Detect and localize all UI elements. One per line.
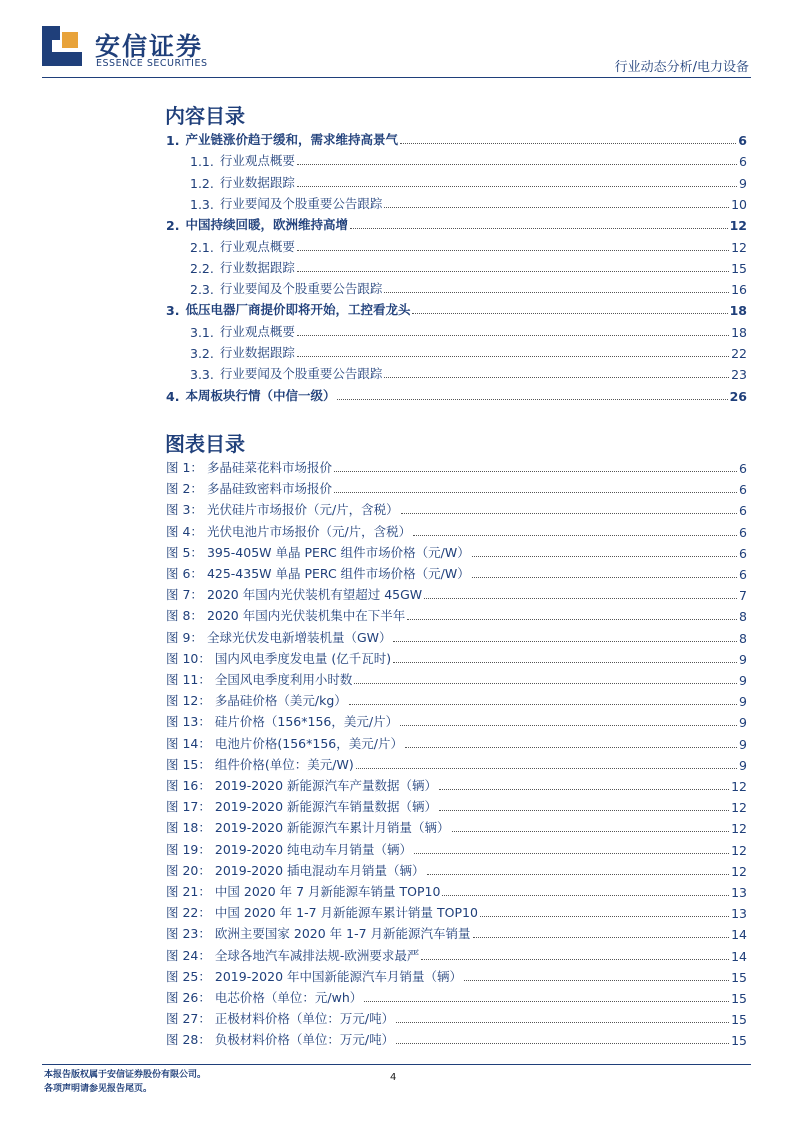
figure-entry[interactable]: [166, 628, 747, 646]
entry-number: 图 18：: [166, 820, 211, 836]
entry-page: 15: [731, 260, 747, 276]
toc-chapter[interactable]: [166, 300, 747, 318]
toc-section[interactable]: [190, 322, 747, 340]
entry-number: 图 9：: [166, 629, 203, 645]
entry-number: 图 8：: [166, 608, 203, 624]
footer-copyright: 本报告版权属于安信证券股份有限公司。: [44, 1070, 207, 1080]
header-divider: [42, 77, 751, 78]
entry-number: 图 7：: [166, 587, 203, 603]
entry-page: 9: [739, 694, 747, 710]
entry-title: 行业要闻及个股重要公告跟踪: [219, 281, 383, 297]
entry-title: 2019-2020 年中国新能源汽车月销量（辆）: [214, 968, 462, 984]
entry-title: 多晶硅致密料市场报价: [206, 481, 332, 497]
entry-page: 6: [739, 482, 747, 498]
entry-page: 9: [739, 715, 747, 731]
figure-entry[interactable]: [166, 755, 747, 773]
entry-title: 行业观点概要: [219, 323, 295, 339]
dot-leader: [393, 662, 737, 663]
entry-number: 图 2：: [166, 481, 203, 497]
entry-title: 国内风电季度发电量 (亿千瓦时): [214, 650, 392, 666]
entry-number: 图 14：: [166, 735, 211, 751]
entry-title: 行业数据跟踪: [219, 259, 295, 275]
dot-leader: [384, 207, 729, 208]
entry-number: 图 21：: [166, 884, 211, 899]
toc-section[interactable]: [190, 151, 747, 169]
toc-section[interactable]: [190, 364, 747, 382]
entry-title: 正极材料价格（单位：万元/吨）: [214, 1011, 395, 1027]
dot-leader: [297, 164, 737, 165]
figure-entry[interactable]: [166, 776, 747, 794]
figure-list-title: 图表目录: [165, 432, 245, 456]
figure-entry[interactable]: [166, 1009, 747, 1027]
dot-leader: [297, 250, 729, 251]
entry-page: 9: [739, 175, 747, 191]
entry-number: 1.: [166, 133, 180, 148]
dot-leader: [349, 704, 737, 705]
entry-title: 425-435W 单晶 PERC 组件市场价格（元/W）: [206, 566, 470, 581]
entry-number: 图 25：: [166, 968, 211, 984]
toc-title: 内容目录: [165, 104, 245, 128]
figure-entry[interactable]: [166, 479, 747, 497]
entry-number: 图 17：: [166, 799, 211, 815]
entry-page: 9: [739, 757, 747, 773]
entry-page: 18: [729, 303, 747, 319]
entry-number: 3.: [166, 303, 180, 319]
entry-page: 6: [739, 567, 747, 582]
entry-page: 13: [731, 906, 747, 922]
entry-title: 全国风电季度利用小时数: [214, 672, 353, 687]
figure-entry[interactable]: [166, 458, 747, 476]
entry-page: 15: [731, 1012, 747, 1028]
entry-title: 行业要闻及个股重要公告跟踪: [219, 195, 383, 211]
company-logo: [42, 26, 86, 70]
dot-leader: [364, 1001, 729, 1002]
entry-number: 图 16：: [166, 778, 211, 793]
entry-page: 26: [729, 388, 747, 404]
entry-number: 图 1：: [166, 460, 203, 475]
entry-number: 图 28：: [166, 1032, 211, 1048]
entry-number: 2.3.: [190, 282, 214, 298]
entry-title: 多晶硅菜花料市场报价: [206, 460, 332, 475]
dot-leader: [473, 937, 730, 938]
entry-number: 图 20：: [166, 862, 211, 878]
entry-number: 2.1.: [190, 239, 214, 255]
entry-number: 3.3.: [190, 367, 214, 383]
entry-title: 行业观点概要: [219, 153, 295, 169]
entry-title: 全球各地汽车减排法规-欧洲要求最严: [214, 947, 420, 963]
toc-section[interactable]: [190, 343, 747, 361]
entry-title: 本周板块行情（中信一级）: [185, 387, 336, 403]
toc-section[interactable]: [190, 258, 747, 276]
entry-page: 12: [731, 863, 747, 879]
figure-entry[interactable]: [166, 840, 747, 858]
dot-leader: [356, 768, 737, 769]
brand-name-cn: 安信证券: [95, 32, 204, 61]
entry-title: 产业链涨价趋于缓和，需求维持高景气: [185, 132, 398, 147]
figure-entry[interactable]: [166, 903, 747, 921]
toc-chapter[interactable]: [166, 386, 747, 404]
entry-title: 2019-2020 新能源汽车销量数据（辆）: [214, 799, 437, 815]
entry-number: 图 15：: [166, 756, 211, 772]
dot-leader: [413, 535, 737, 536]
entry-title: 行业要闻及个股重要公告跟踪: [219, 366, 383, 382]
entry-page: 9: [739, 651, 747, 667]
entry-page: 12: [731, 821, 747, 837]
footer-notice: 各项声明请参见报告尾页。: [44, 1084, 153, 1094]
figure-entry[interactable]: [166, 1030, 747, 1048]
entry-title: 欧洲主要国家 2020 年 1-7 月新能源汽车销量: [214, 926, 471, 942]
figure-entry[interactable]: [166, 882, 747, 900]
entry-page: 14: [731, 927, 747, 943]
toc-section[interactable]: [190, 194, 747, 212]
dot-leader: [407, 619, 737, 620]
dot-leader: [472, 577, 737, 578]
dot-leader: [337, 399, 727, 400]
brand-name-en: ESSENCE SECURITIES: [96, 58, 208, 69]
dot-leader: [452, 831, 730, 832]
entry-page: 8: [739, 609, 747, 625]
dot-leader: [439, 810, 729, 811]
entry-title: 电芯价格（单位：元/wh）: [214, 990, 363, 1005]
entry-number: 图 23：: [166, 926, 211, 942]
toc-chapter[interactable]: [166, 215, 747, 233]
dot-leader: [405, 747, 737, 748]
entry-title: 中国 2020 年 1-7 月新能源车累计销量 TOP10: [214, 905, 478, 921]
entry-title: 2019-2020 新能源汽车产量数据（辆）: [214, 778, 437, 793]
entry-title: 2019-2020 插电混动车月销量（辆）: [214, 862, 425, 878]
dot-leader: [442, 895, 729, 896]
entry-number: 图 26：: [166, 990, 211, 1005]
entry-page: 13: [731, 885, 747, 900]
entry-title: 硅片价格（156*156，美元/片）: [214, 714, 399, 730]
entry-number: 图 22：: [166, 905, 211, 921]
entry-page: 6: [739, 503, 747, 519]
entry-page: 15: [731, 991, 747, 1006]
figure-entry[interactable]: [166, 946, 747, 964]
toc-chapter[interactable]: [166, 130, 747, 148]
entry-page: 18: [731, 324, 747, 340]
dot-leader: [396, 1043, 729, 1044]
page-number: 4: [390, 1072, 397, 1083]
entry-title: 2020 年国内光伏装机有望超过 45GW: [206, 587, 423, 603]
entry-page: 14: [731, 948, 747, 964]
toc-section[interactable]: [190, 279, 747, 297]
dot-leader: [334, 492, 737, 493]
entry-title: 多晶硅价格（美元/kg）: [214, 693, 347, 709]
entry-number: 图 4：: [166, 523, 203, 539]
entry-number: 2.: [166, 218, 180, 234]
figure-entry[interactable]: [166, 818, 747, 836]
entry-number: 图 3：: [166, 502, 203, 518]
entry-number: 3.2.: [190, 346, 214, 361]
entry-number: 图 27：: [166, 1011, 211, 1027]
figure-entry[interactable]: [166, 606, 747, 624]
dot-leader: [393, 641, 737, 642]
dot-leader: [480, 916, 729, 917]
entry-page: 7: [739, 588, 747, 604]
entry-title: 负极材料价格（单位：万元/吨）: [214, 1032, 395, 1048]
entry-page: 10: [731, 196, 747, 212]
entry-number: 图 10：: [166, 650, 211, 666]
dot-leader: [400, 143, 736, 144]
entry-title: 2019-2020 新能源汽车累计月销量（辆）: [214, 820, 450, 836]
entry-page: 6: [739, 461, 747, 476]
entry-page: 12: [731, 800, 747, 816]
entry-number: 1.3.: [190, 196, 214, 212]
dot-leader: [421, 959, 729, 960]
entry-page: 8: [739, 630, 747, 646]
entry-number: 图 24：: [166, 947, 211, 963]
report-category: 行业动态分析/电力设备: [614, 60, 749, 75]
entry-page: 15: [731, 1033, 747, 1049]
figure-entry[interactable]: [166, 861, 747, 879]
dot-leader: [464, 980, 729, 981]
entry-title: 组件价格(单位：美元/W): [214, 756, 354, 772]
entry-number: 3.1.: [190, 324, 214, 340]
dot-leader: [400, 725, 737, 726]
entry-title: 行业数据跟踪: [219, 345, 295, 360]
dot-leader: [424, 598, 737, 599]
dot-leader: [412, 313, 727, 314]
entry-number: 图 13：: [166, 714, 211, 730]
entry-title: 光伏电池片市场报价（元/片，含税）: [206, 523, 412, 539]
toc-section[interactable]: [190, 237, 747, 255]
dot-leader: [297, 186, 737, 187]
entry-title: 中国持续回暖，欧洲维持高增: [185, 217, 348, 233]
entry-number: 2.2.: [190, 260, 214, 276]
entry-title: 中国 2020 年 7 月新能源车销量 TOP10: [214, 884, 441, 899]
figure-entry[interactable]: [166, 691, 747, 709]
entry-title: 电池片价格(156*156，美元/片）: [214, 735, 403, 751]
entry-page: 6: [739, 545, 747, 561]
dot-leader: [297, 356, 729, 357]
entry-page: 12: [731, 779, 747, 794]
figure-entry[interactable]: [166, 500, 747, 518]
dot-leader: [396, 1022, 729, 1023]
footer-disclaimer: [44, 1068, 206, 1096]
entry-page: 15: [731, 969, 747, 985]
entry-title: 395-405W 单晶 PERC 组件市场价格（元/W）: [206, 544, 470, 560]
entry-page: 6: [739, 154, 747, 170]
figure-entry[interactable]: [166, 712, 747, 730]
entry-number: 1.2.: [190, 175, 214, 191]
figure-entry[interactable]: [166, 967, 747, 985]
figure-entry[interactable]: [166, 649, 747, 667]
dot-leader: [472, 556, 737, 557]
entry-title: 光伏硅片市场报价（元/片，含税）: [206, 502, 399, 518]
figure-entry[interactable]: [166, 585, 747, 603]
figure-entry[interactable]: [166, 670, 747, 688]
entry-number: 图 5：: [166, 544, 203, 560]
entry-number: 图 19：: [166, 841, 211, 857]
footer-divider: [42, 1064, 751, 1065]
entry-page: 6: [739, 524, 747, 540]
entry-page: 12: [731, 842, 747, 858]
dot-leader: [350, 228, 728, 229]
entry-page: 16: [731, 282, 747, 298]
figure-entry[interactable]: [166, 924, 747, 942]
figure-entry[interactable]: [166, 564, 747, 582]
toc-section[interactable]: [190, 173, 747, 191]
entry-page: 12: [731, 239, 747, 255]
entry-page: 9: [739, 673, 747, 688]
dot-leader: [439, 789, 729, 790]
entry-title: 行业观点概要: [219, 238, 295, 254]
dot-leader: [414, 853, 729, 854]
entry-page: 23: [731, 367, 747, 383]
dot-leader: [334, 471, 737, 472]
entry-page: 22: [731, 346, 747, 361]
figure-entry[interactable]: [166, 734, 747, 752]
figure-entry[interactable]: [166, 543, 747, 561]
dot-leader: [297, 271, 729, 272]
entry-page: 6: [738, 133, 747, 148]
figure-entry[interactable]: [166, 988, 747, 1006]
entry-title: 全球光伏发电新增装机量（GW）: [206, 629, 392, 645]
entry-number: 1.1.: [190, 154, 214, 170]
dot-leader: [384, 292, 729, 293]
dot-leader: [384, 377, 729, 378]
entry-number: 4.: [166, 388, 180, 404]
entry-number: 图 12：: [166, 693, 211, 709]
dot-leader: [427, 874, 730, 875]
dot-leader: [354, 683, 737, 684]
entry-title: 行业数据跟踪: [219, 174, 295, 190]
entry-title: 低压电器厂商提价即将开始，工控看龙头: [185, 302, 411, 318]
entry-title: 2019-2020 纯电动车月销量（辆）: [214, 841, 412, 857]
entry-page: 12: [729, 218, 747, 234]
dot-leader: [401, 513, 737, 514]
dot-leader: [297, 335, 729, 336]
entry-title: 2020 年国内光伏装机集中在下半年: [206, 608, 406, 624]
figure-entry[interactable]: [166, 797, 747, 815]
entry-number: 图 6：: [166, 566, 203, 581]
entry-number: 图 11：: [166, 672, 211, 687]
entry-page: 9: [739, 736, 747, 752]
figure-entry[interactable]: [166, 522, 747, 540]
